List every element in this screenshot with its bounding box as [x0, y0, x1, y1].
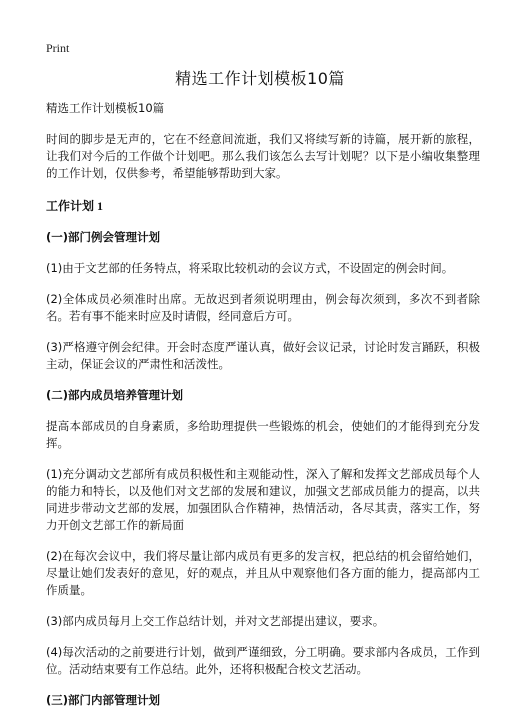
intro-paragraph: 时间的脚步是无声的，它在不经意间流逝，我们又将续写新的诗篇，展开新的旅程，让我们对今后的工作做个计划吧。那么我们该怎么去写计划呢？以下是小编收集整理的工作计划，仅供参考，希望能够帮助到大家。 [46, 132, 480, 180]
section-heading-plan-1: 工作计划 1 [46, 199, 104, 213]
training-item-3: (3)部内成员每月上交工作总结计划，并对文艺部提出建议，要求。 [46, 614, 385, 628]
print-label[interactable]: Print [46, 41, 70, 55]
document-subtitle: 精选工作计划模板10篇 [46, 101, 165, 115]
document-body [46, 100, 480, 723]
page-title: 精选工作计划模板10篇 [175, 69, 345, 88]
meeting-item-3: (3)严格遵守例会纪律。开会时态度严谨认真，做好会议记录，讨论时发言踊跃，积极主动，保证会议的严肃性和活泼性。 [46, 340, 480, 371]
subsection-heading-training: (二)部内成员培养管理计划 [46, 388, 184, 402]
subsection-heading-meeting: (一)部门例会管理计划 [46, 230, 161, 244]
training-item-1: (1)充分调动文艺部所有成员积极性和主观能动性，深入了解和发挥文艺部成员每个人的能力和特长，以及他们对文艺部的发展和建议，加强文艺部成员能力的提高，以共同进步带动文艺部的发展，加强团队合作精神，热情活动，各尽其责，落实工作，努力开创文艺部工作的新局面 [46, 467, 480, 532]
training-item-4: (4)每次活动的之前要进行计划，做到严谨细致，分工明确。要求部内各成员，工作到位。活动结束要有工作总结。此外，还将积极配合校文艺活动。 [46, 645, 480, 676]
training-item-2: (2)在每次会议中，我们将尽量让部内成员有更多的发言权，把总结的机会留给她们，尽量让她们发表好的意见，好的观点，并且从中观察他们各方面的能力，提高部内工作质量。 [46, 549, 480, 597]
meeting-item-1: (1)由于文艺部的任务特点，将采取比较机动的会议方式，不设固定的例会时间。 [46, 261, 454, 275]
meeting-item-2: (2)全体成员必须准时出席。无故迟到者须说明理由，例会每次须到，多次不到者除名。若有事不能来时应及时请假，经同意后方可。 [46, 292, 480, 323]
subsection-heading-internal: (三)部门内部管理计划 [46, 693, 161, 707]
training-lead: 提高本部成员的自身素质，多给助理提供一些锻炼的机会，使她们的才能得到充分发挥。 [46, 419, 480, 450]
